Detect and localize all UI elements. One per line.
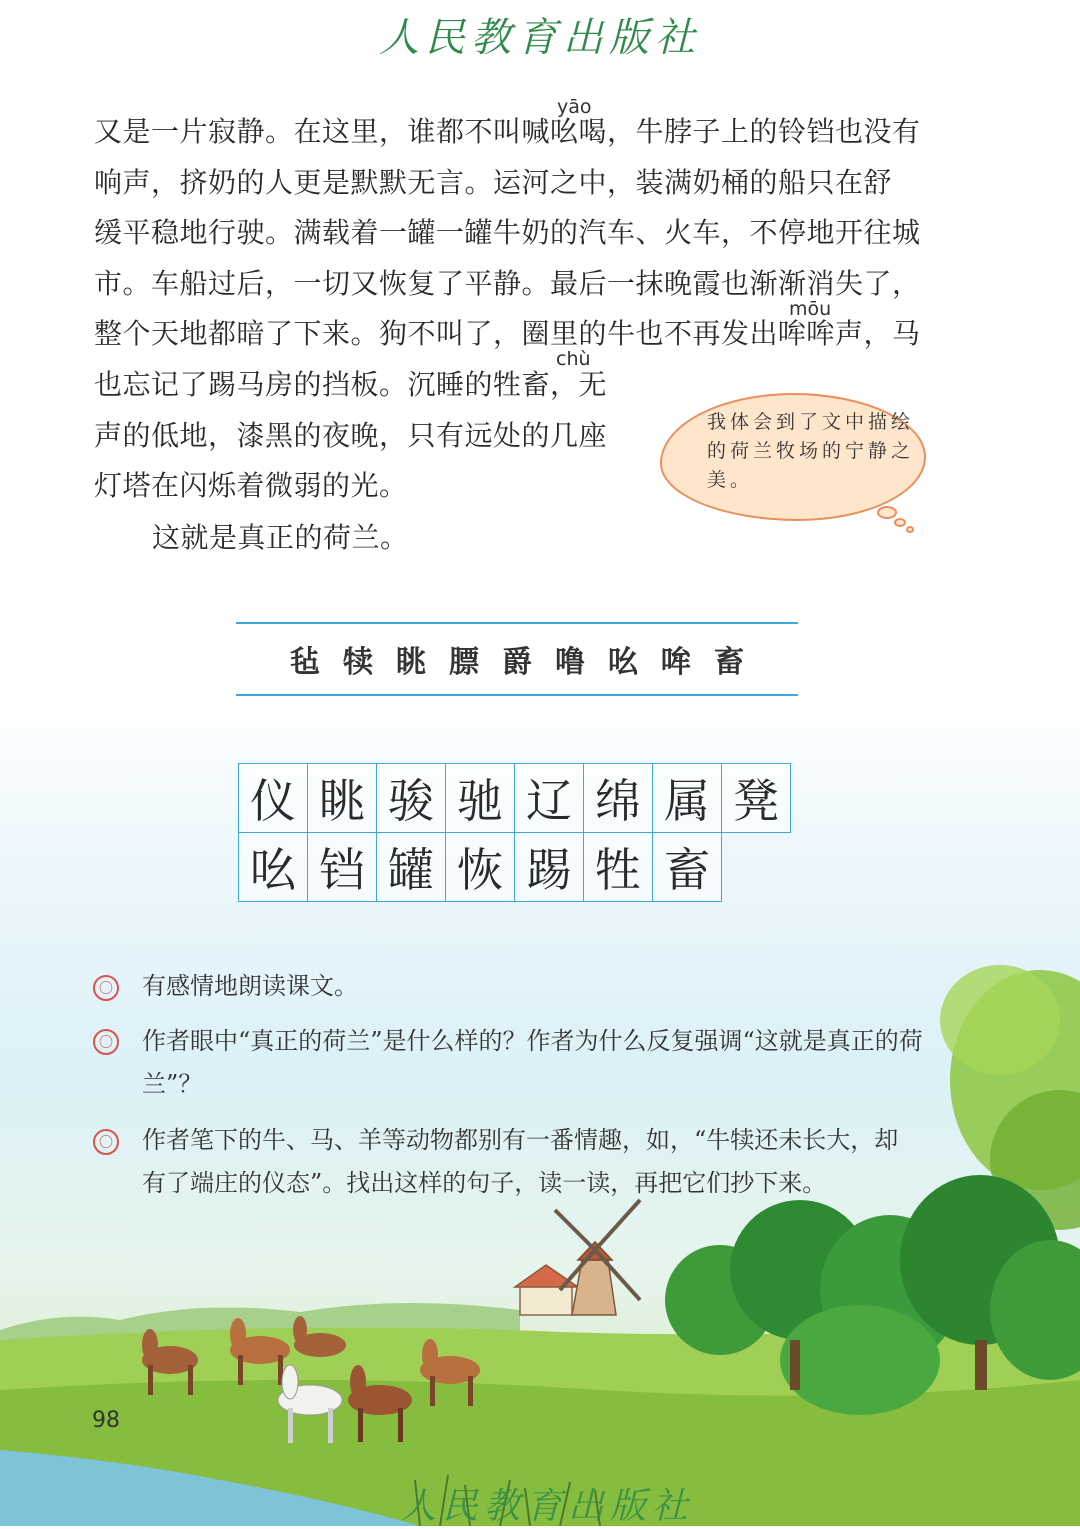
read-chars-row	[236, 637, 798, 681]
passage-line: 又是一片寂静。在这里，谁都不叫喊吆喝，牛脖子上的铃铛也没有	[94, 115, 921, 148]
passage-line: 响声，挤奶的人更是默默无言。运河之中，装满奶桶的船只在舒	[94, 165, 893, 199]
grid-cell: 凳	[722, 764, 791, 833]
read-char: 膘	[449, 645, 479, 680]
page-number: 98	[92, 1408, 120, 1433]
question-marker-icon: 〇	[93, 1129, 119, 1155]
grid-cell: 辽	[515, 764, 584, 833]
grid-cell: 骏	[377, 764, 446, 833]
publisher-watermark: 人民教育出版社	[400, 1486, 695, 1527]
write-chars-grid	[238, 763, 791, 902]
question-item	[142, 1119, 942, 1205]
grid-cell: 牲	[584, 833, 653, 902]
pinyin-annotation: mōu	[789, 298, 832, 320]
grid-cell: 驰	[446, 764, 515, 833]
passage-line: 整个天地都暗了下来。狗不叫了，圈里的牛也不再发出哞哞声，马	[94, 317, 921, 350]
read-char: 吆	[608, 645, 638, 680]
passage-line: 声的低地，漆黑的夜晚，只有远处的几座	[94, 418, 608, 452]
grid-cell: 铛	[308, 833, 377, 902]
grid-cell: 绵	[584, 764, 653, 833]
question-item	[142, 965, 942, 1008]
grid-cell: 吆	[239, 833, 308, 902]
bubble-text: 我体会到了文中描绘的荷兰牧场的宁静之美。	[707, 411, 915, 491]
grid-row	[239, 764, 791, 833]
grid-cell: 仪	[239, 764, 308, 833]
passage-line: 灯塔在闪烁着微弱的光。	[94, 469, 408, 502]
grid-cell-empty	[722, 833, 791, 902]
question-text: 作者眼中“真正的荷兰”是什么样的？作者为什么反复强调“这就是真正的荷	[142, 1027, 923, 1055]
grid-cell: 恢	[446, 833, 515, 902]
read-char: 眺	[396, 645, 426, 680]
question-text: 兰”？	[142, 1070, 203, 1098]
question-item	[142, 1020, 942, 1106]
question-marker-icon: 〇	[93, 1029, 119, 1055]
read-char: 畜	[714, 645, 744, 680]
question-text: 有感情地朗读课文。	[142, 972, 358, 1000]
read-char: 哞	[661, 645, 691, 680]
grid-cell: 畜	[653, 833, 722, 902]
passage-paragraph	[94, 107, 944, 360]
question-text: 作者笔下的牛、马、羊等动物都别有一番情趣，如，“牛犊还未长大，却	[142, 1126, 899, 1154]
grid-cell: 罐	[377, 833, 446, 902]
bubble-tail-dot	[877, 506, 897, 519]
passage-paragraph	[94, 360, 654, 512]
passage-line: 也忘记了踢马房的挡板。沉睡的牲畜，无	[94, 368, 608, 401]
grid-cell: 属	[653, 764, 722, 833]
read-char: 爵	[502, 645, 532, 680]
bubble-tail-dot	[906, 526, 914, 533]
grid-cell: 眺	[308, 764, 377, 833]
bubble-tail-dot	[894, 518, 906, 527]
pinyin-annotation: yāo	[557, 96, 592, 118]
publisher-logo: 人民教育出版社	[379, 15, 701, 61]
pinyin-annotation: chù	[556, 348, 591, 370]
read-char: 犊	[343, 645, 373, 680]
passage-line: 市。车船过后，一切又恢复了平静。最后一抹晚霞也渐渐消失了，	[94, 266, 921, 300]
grid-row	[239, 833, 791, 902]
read-char: 噜	[555, 645, 585, 680]
closing-sentence: 这就是真正的荷兰。	[152, 521, 409, 554]
grid-cell: 踢	[515, 833, 584, 902]
question-text: 有了端庄的仪态”。找出这样的句子，读一读，再把它们抄下来。	[142, 1169, 827, 1197]
question-marker-icon: 〇	[93, 975, 119, 1001]
passage-line: 缓平稳地行驶。满载着一罐一罐牛奶的汽车、火车，不停地开往城	[94, 216, 921, 249]
farmhouse-icon	[515, 1265, 578, 1315]
read-char: 毡	[290, 645, 320, 680]
